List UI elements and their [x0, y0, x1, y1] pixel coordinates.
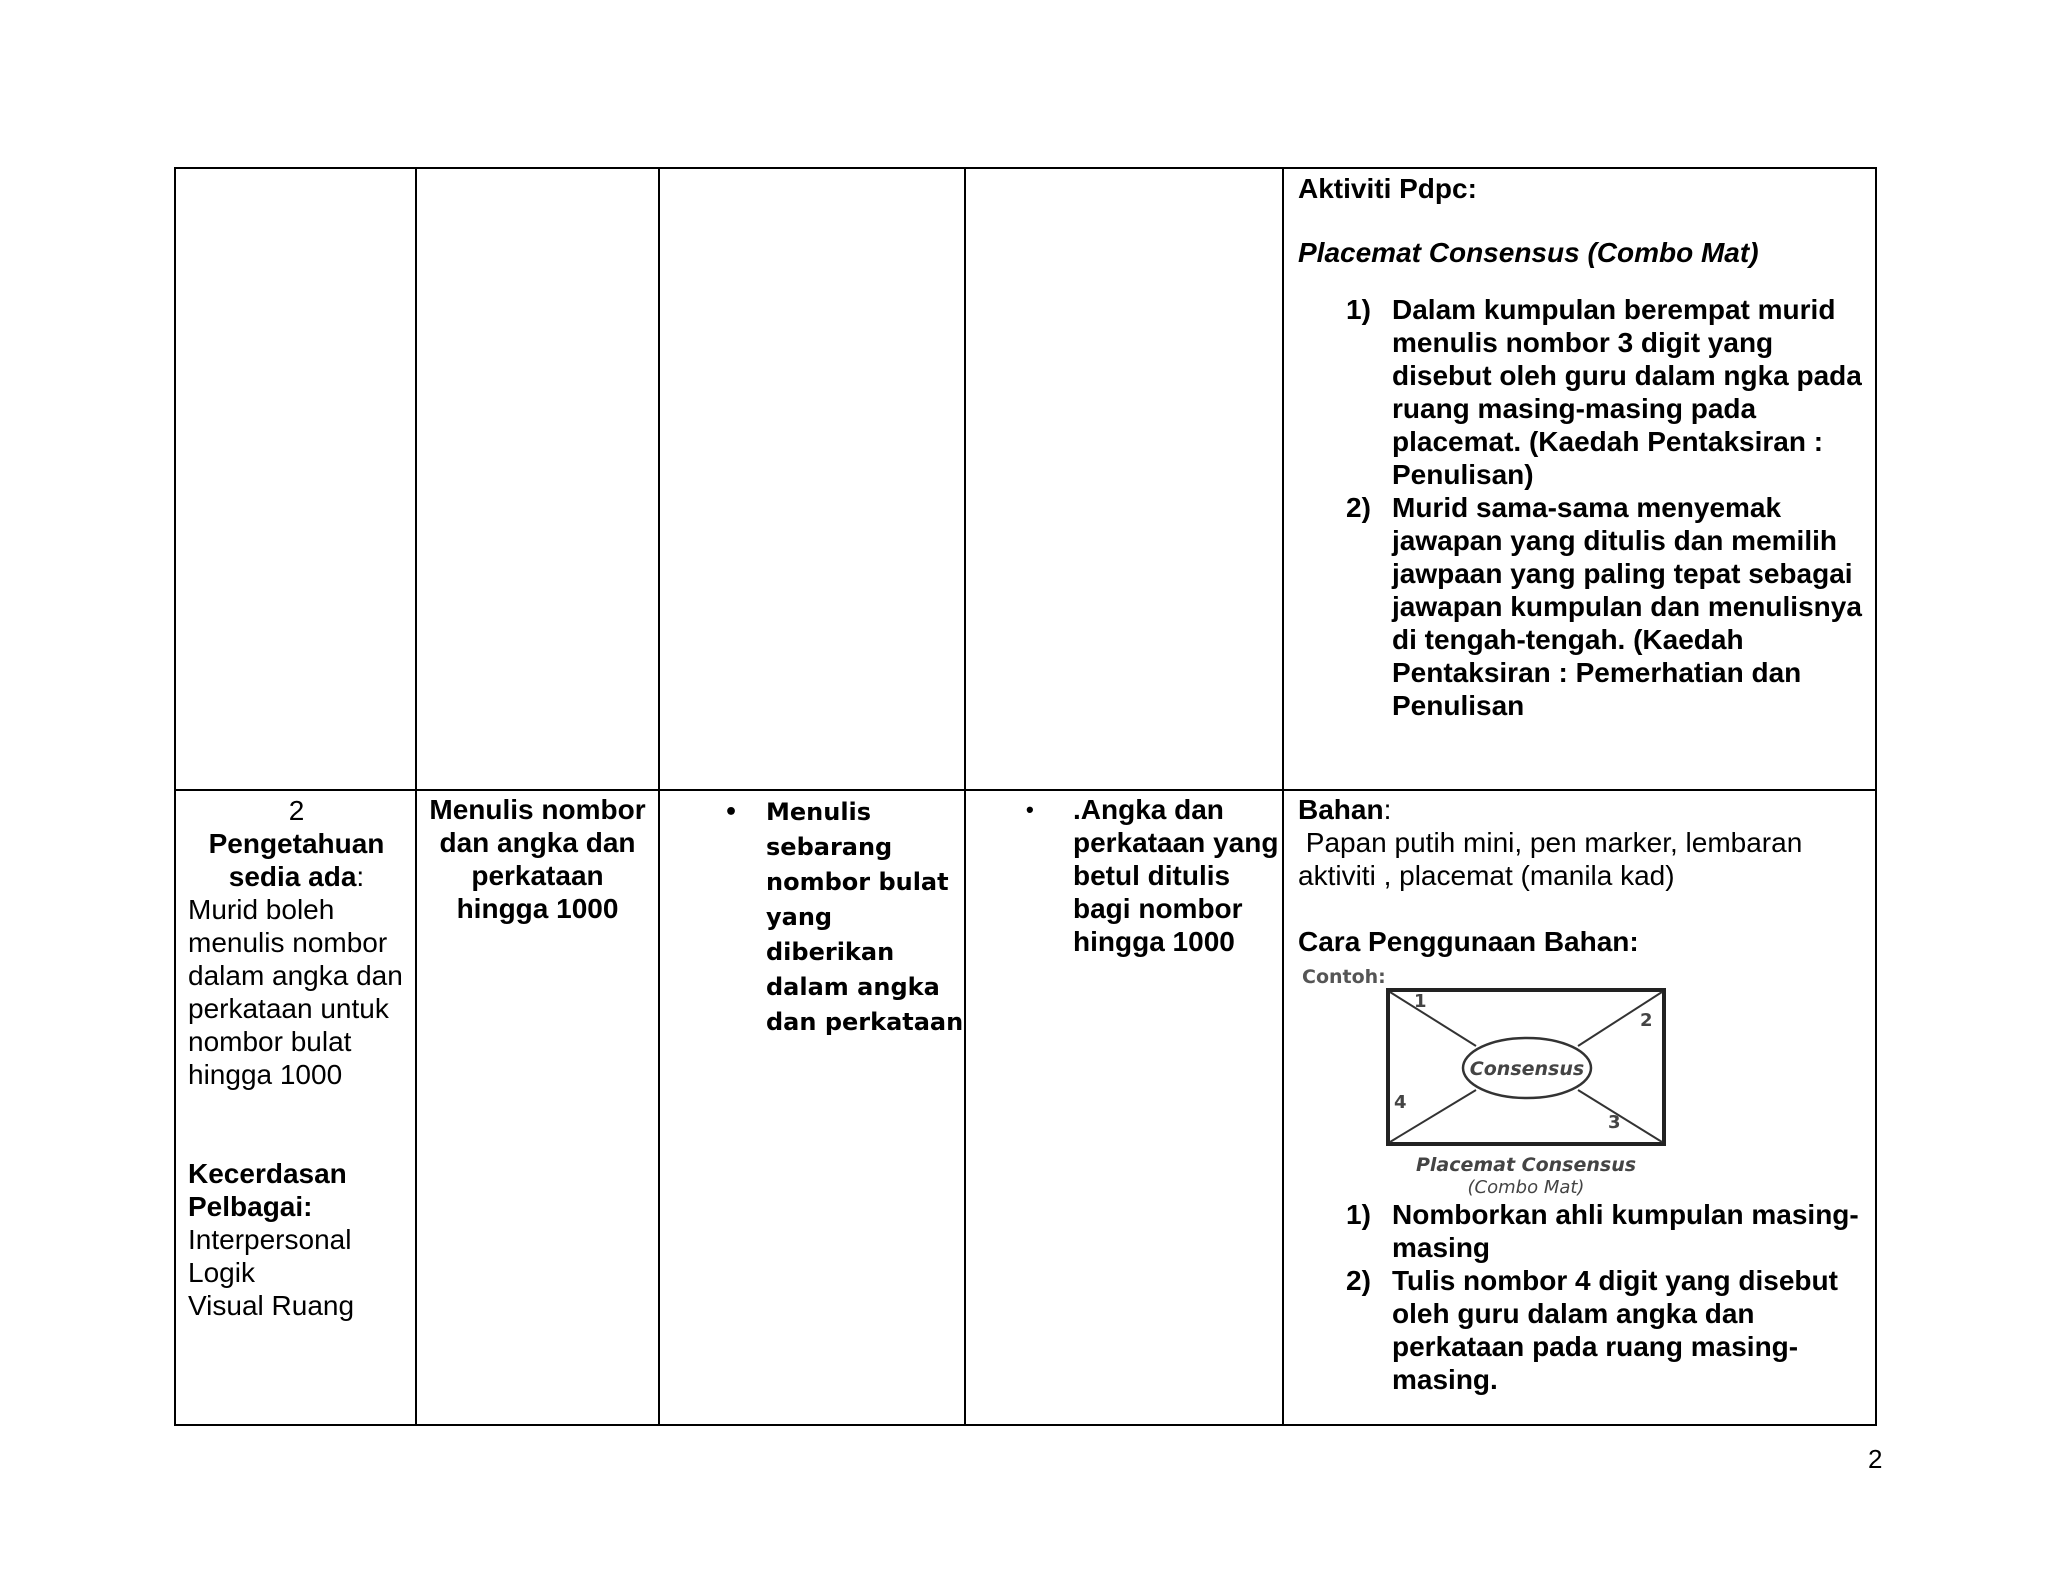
mi-item: Visual Ruang — [188, 1290, 355, 1321]
step-number: 1) — [1346, 294, 1371, 325]
usage-title: Cara Penggunaan Bahan: — [1298, 926, 1639, 957]
prior-knowledge-colon: : — [356, 861, 365, 892]
step-number: 2) — [1346, 1265, 1371, 1296]
list-item — [660, 791, 964, 1040]
corner-label: 4 — [1394, 1092, 1407, 1113]
prior-knowledge-text: Murid boleh menulis nombor dalam angka dan perkataan untuk nombor bulat hingga 1000 — [188, 894, 403, 1090]
mi-item: Interpersonal — [188, 1224, 352, 1255]
multiple-intelligence-title: Kecerdasan Pelbagai: — [188, 1158, 347, 1222]
step-text: Nomborkan ahli kumpulan masing-masing — [1392, 1199, 1859, 1263]
step-number: 2) — [1346, 492, 1371, 523]
list-item — [1298, 1198, 1863, 1264]
list-item — [1298, 1264, 1863, 1396]
step-number: 1) — [1346, 1199, 1371, 1230]
learning-standard-text: Menulis nombor dan angka dan perkataan hingga 1000 — [429, 794, 646, 924]
activity-cell — [1283, 168, 1876, 790]
week-number: 2 — [288, 795, 305, 826]
placemat-diagram-svg — [1298, 962, 1718, 1198]
empty-cell — [659, 168, 965, 790]
usage-steps — [1298, 1198, 1863, 1396]
step-text: Dalam kumpulan berempat murid menulis nombor 3 digit yang disebut oleh guru dalam ngka pada ruang masing-masing pada placemat. (Kaedah Pentaksiran : Penulisan) — [1392, 294, 1862, 490]
prior-knowledge-title: Pengetahuan sedia ada — [208, 828, 385, 892]
table-row — [175, 790, 1876, 1425]
materials-text: Papan putih mini, pen marker, lembaran aktiviti , placemat (manila kad) — [1298, 827, 1811, 891]
example-label: Contoh: — [1302, 966, 1386, 988]
criteria-text: .Angka dan perkataan yang betul ditulis bagi nombor hingga 1000 — [1073, 794, 1279, 957]
diagram-subcaption: (Combo Mat) — [1467, 1177, 1585, 1198]
placemat-diagram — [1298, 962, 1718, 1198]
step-text: Murid sama-sama menyemak jawapan yang ditulis dan memilih jawpaan yang paling tepat sebagai jawapan kumpulan dan menulisnya di tengah-tengah. (Kaedah Pentaksiran : Pemerhatian dan Penulisan — [1392, 492, 1862, 721]
diagonal-line — [1390, 992, 1476, 1046]
diagram-caption: Placemat Consensus — [1415, 1154, 1637, 1176]
materials-title: Bahan — [1298, 794, 1384, 825]
empty-cell — [416, 168, 659, 790]
bullet-icon: • — [1026, 797, 1034, 822]
corner-label: 2 — [1640, 1010, 1653, 1031]
objective-text: Menulis sebarang nombor bulat yang diberikan dalam angka dan perkataan — [766, 798, 964, 1036]
learning-standard-cell — [416, 790, 659, 1425]
list-item — [1298, 293, 1863, 491]
criteria-list — [966, 791, 1282, 958]
list-item — [1298, 491, 1863, 722]
activity-subheading: Placemat Consensus (Combo Mat) — [1298, 237, 1759, 268]
activity-steps — [1298, 293, 1863, 722]
lesson-plan-table — [174, 167, 1877, 1426]
objective-list — [660, 791, 964, 1040]
mi-item: Logik — [188, 1257, 255, 1288]
week-cell — [175, 790, 416, 1425]
consensus-label: Consensus — [1469, 1058, 1585, 1080]
step-text: Tulis nombor 4 digit yang disebut oleh guru dalam angka dan perkataan pada ruang masing-masing. — [1392, 1265, 1838, 1395]
page-number: 2 — [1868, 1444, 1883, 1474]
empty-cell — [965, 168, 1283, 790]
success-criteria-cell — [965, 790, 1283, 1425]
list-item — [966, 791, 1282, 958]
corner-label: 3 — [1608, 1112, 1621, 1133]
materials-colon: : — [1383, 794, 1392, 825]
corner-label: 1 — [1414, 991, 1427, 1012]
objective-cell — [659, 790, 965, 1425]
materials-cell — [1283, 790, 1876, 1425]
empty-cell — [175, 168, 416, 790]
table-row — [175, 168, 1876, 790]
activity-heading: Aktiviti Pdpc: — [1298, 173, 1477, 204]
bullet-icon: • — [724, 800, 739, 825]
